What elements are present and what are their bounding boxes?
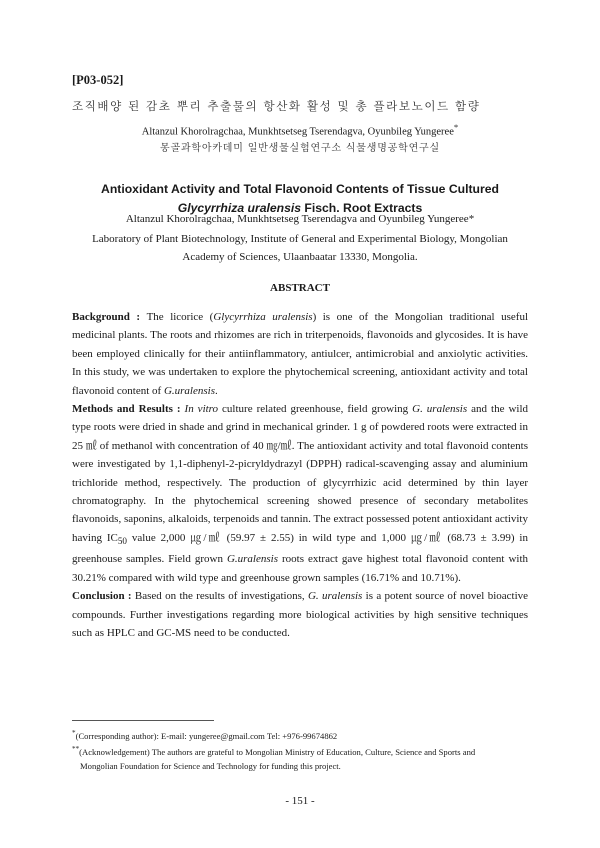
abstract-body [72,308,528,643]
conclusion-text-2: is a potent source of novel bioactive compounds. Further investigations regarding more biological activities by high sensitive techniques such as HPLC and GC-MS need to be conducted. [72,590,529,640]
conclusion-text-1: Based on the results of investigations, [134,590,308,603]
korean-authors-names: Altanzul Khorolragchaa, Munkhtsetseg Tserendagva, Oyunbileg Yungeree [141,126,454,138]
title-rest: Fisch. Root Extracts [301,201,423,215]
author-names: Altanzul Khorolragchaa, Munkhtsetseg Tserendagva and Oyunbileg Yungeree [125,213,469,225]
korean-authors [72,122,528,138]
background-text-2: ) is one of the Mongolian traditional useful medicinal plants. The roots and rhizomes are rich in triterpenoids, flavonoids and glycosides. It is have been employed clinically for their antiinflammatory, antiulcer, antimicrobial and anxiolytic activities. In this study, we was undertaken to explore the phytochemical screening, antioxidant activity and total flavonoid content of [72,311,529,397]
english-authors [72,213,528,225]
methods-text-4: roots extract gave highest total flavonoid content with 30.21% compared with wild type and greenhouse grown samples (16.71% and 10.71%). [72,553,528,584]
background-text-3: . [214,384,218,397]
background-italic-1: Glycyrrhiza uralensis [213,311,313,323]
english-affiliation [72,230,528,266]
title-line-1: Antioxidant Activity and Total Flavonoid Contents of Tissue Cultured [101,182,499,196]
methods-text-1: culture related greenhouse, field growing [218,403,413,416]
korean-authors-mark: * [453,122,459,132]
korean-affiliation: 몽골과학아카데미 일반생물실험연구소 식물생명공학연구실 [160,143,440,154]
korean-title: 조직배양 된 감초 뿌리 추출물의 항산화 활성 및 총 플라보노이드 함량 [72,99,481,113]
ic50-subscript: 50 [117,536,127,547]
footnote-2-mark: ** [72,745,80,754]
footnote-acknowledgement-cont: Mongolian Foundation for Science and Technology for funding this project. [80,760,341,771]
footnotes [72,727,528,773]
page-number: - 151 - [285,795,315,807]
footnote-1-text: (Corresponding author): E-mail: yungeree@gmail.com Tel: +976-99674862 [75,730,338,741]
paper-code: [P03-052] [72,73,124,87]
footnote-1-mark: * [72,729,76,737]
title-species: Glycyrrhiza uralensis [177,201,302,215]
methods-text-3: value 2,000 ㎍/㎖ (59.97 ± 2.55) in wild type and 1,000 ㎍/㎖ (68.73 ± 3.99) in greenhouse samples. Field grown [72,531,528,566]
footnote-divider [72,720,214,721]
conclusion-paragraph [72,587,528,642]
footnote-corresponding [72,727,528,743]
affiliation-line-1: Laboratory of Plant Biotechnology, Institute of General and Experimental Biology, Mongolian [92,233,508,245]
background-label: Background : [72,311,147,323]
abstract-heading: ABSTRACT [270,282,330,294]
background-paragraph [72,308,528,400]
methods-italic-3: G.uralensis [226,553,278,566]
author-mark: * [468,213,475,225]
conclusion-label: Conclusion : [72,590,135,603]
affiliation-line-2: Academy of Sciences, Ulaanbaatar 13330, Mongolia. [182,251,418,263]
background-italic-2: G.uralensis [163,384,215,397]
background-text-1: The licorice ( [146,311,214,323]
methods-paragraph [72,400,528,587]
methods-label: Methods and Results : [72,403,185,416]
methods-italic-1: In vitro [184,403,219,416]
footnote-acknowledgement [72,743,528,759]
footnote-2-text: (Acknowledgement) The authors are grateful to Mongolian Ministry of Education, Culture, Science and Sports and [79,747,476,758]
methods-italic-2: G. uralensis [412,403,468,416]
conclusion-italic-1: G. uralensis [307,590,363,603]
methods-text-2: and the wild type roots were dried in shade and grind in mechanical grinder. 1 g of powdered roots were extracted in 25 ㎖ of methanol with concentration of 40 ㎎/㎖. The antioxidant activity and total flavonoid contents were investigated by 1,1-diphenyl-2-picryldydrazyl (DPPH) radical-scavenging assay and aluminium trichloride method, respectively. The production of glycyrrhizic acid determined by thin layer chromatography. In the phytochemical screening showed presence of secondary metabolites flavonoids, saponins, alkaloids, terpenoids and tannin. The extract possessed potent antioxidant activity having IC [72,403,529,544]
